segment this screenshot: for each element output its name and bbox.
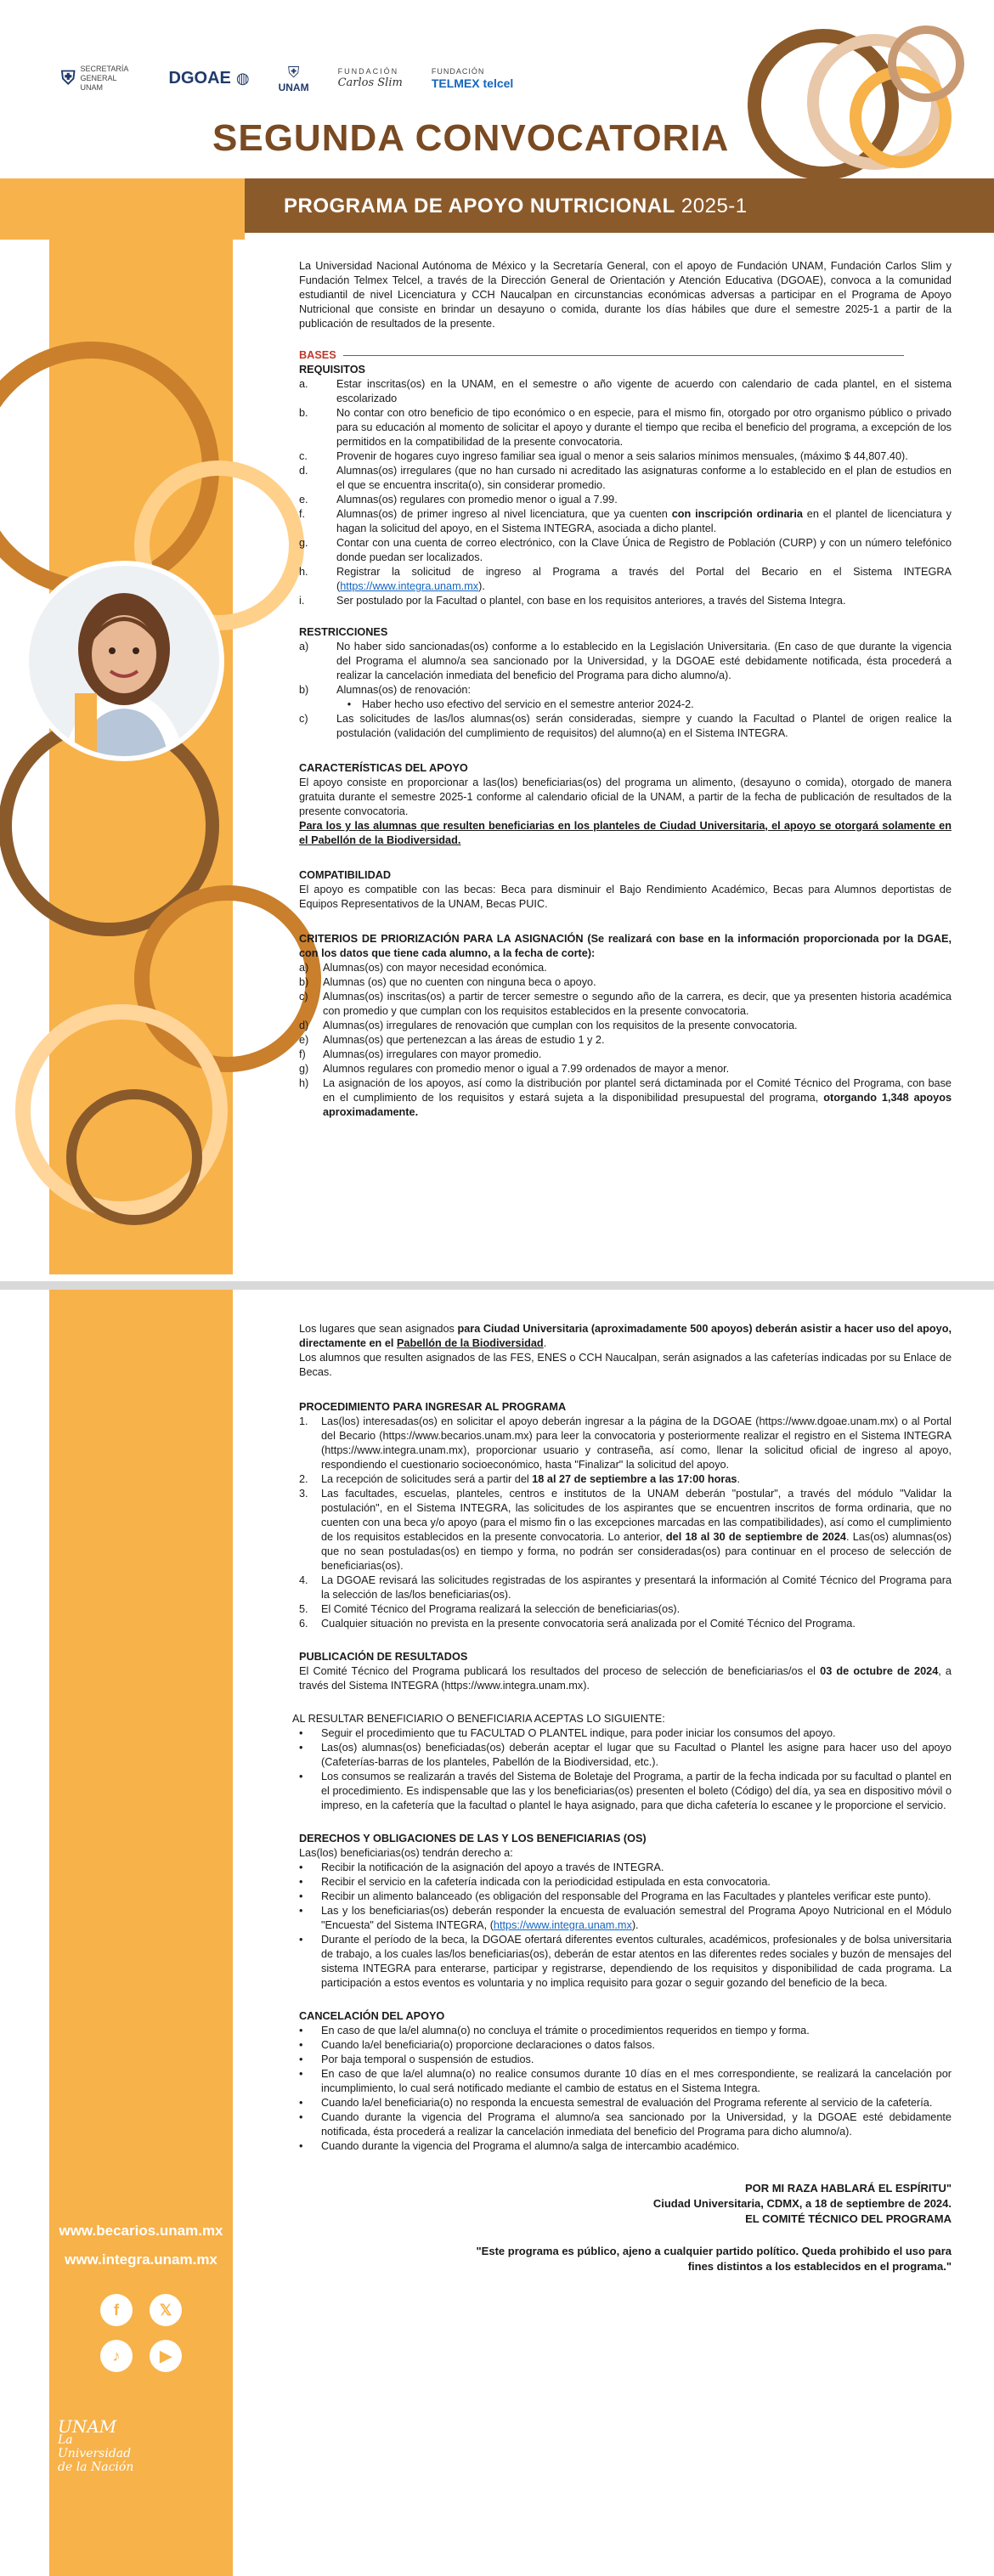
signature-line: POR MI RAZA HABLARÁ EL ESPÍRITU"	[744, 2182, 952, 2195]
student-photo-image	[29, 566, 219, 756]
integra-link[interactable]: https://www.integra.unam.mx	[340, 580, 479, 592]
list-text: Provenir de hogares cuyo ingreso familiar sea igual o menor a seis salarios mínimos mensuales, (máximo $ 44,807.40).	[336, 450, 908, 462]
list-item	[299, 507, 952, 536]
list-item	[299, 1770, 952, 1813]
list-marker: d)	[299, 1020, 309, 1031]
logo-text: La Universidad de la Nación	[58, 2433, 134, 2474]
list-marker: 2.	[299, 1473, 308, 1485]
text-run: . Las(os) alumnas(os) que no sean postuladas(os) en tiempo y forma, no podrán ser consideradas(os) para continuar en el proceso de selección de beneficiarias(os).	[321, 1531, 952, 1572]
bases-heading: BASES	[299, 349, 336, 361]
logo-unam	[279, 64, 309, 93]
list-item	[299, 1487, 952, 1573]
text-bold: 18 al 27 de septiembre a las 17:00 horas	[532, 1473, 737, 1485]
list-marker: 1.	[299, 1415, 308, 1427]
list-text: Alumnas(os) irregulares con mayor promedio.	[323, 1048, 542, 1060]
sidebar-top-band	[0, 178, 245, 240]
derechos-list	[299, 1861, 952, 1991]
criterios-list	[299, 961, 952, 1120]
text-bold: 03 de octubre de 2024	[820, 1665, 939, 1677]
list-item	[299, 1472, 952, 1487]
caracteristicas-heading: CARACTERÍSTICAS DEL APOYO	[299, 762, 468, 774]
list-item	[299, 594, 952, 608]
list-marker: g)	[299, 1063, 309, 1075]
logo-fundacion-telmex	[432, 67, 513, 90]
list-marker: b)	[299, 684, 309, 696]
program-title-bar	[245, 178, 994, 233]
bullet-icon: •	[299, 2140, 303, 2152]
list-text: Las(los) interesadas(os) en solicitar el apoyo deberán ingresar a la página de la DGOAE (https://www.dgoae.unam.mx) o al Portal del Becario (https://www.becarios.unam.mx) para leer la convocatoria y posteriormente realizar el registro en el Sistema INTEGRA (https://www.integra.unam.mx), proporcionar usuario y contraseña, así como, llenar la solicitud oficial de ingreso al apoyo, respondiendo el cuestionario socioeconómico, hasta "Finalizar" la solicitud del apoyo.	[321, 1415, 952, 1471]
list-text: Durante el período de la beca, la DGOAE ofertará diferentes eventos culturales, académicos, profesionales y de bolsa universitaria de trabajo, a los cuales las/los beneficiarias(os), deberán de estar atentos en las diferentes redes sociales y buzón de mensajes del sistema INTEGRA para enterarse, participar y registrarse, dependiendo de los requisitos y disponibilidad de cada programa. La participación a estos eventos es voluntaria y no implica requisito para gozar o seguir gozando del beneficio de la beca.	[321, 1934, 952, 1989]
list-item	[299, 1890, 952, 1904]
list-text: Ser postulado por la Facultad o plantel, con base en los requisitos anteriores, a través del Sistema Integra.	[336, 595, 846, 607]
list-marker: 6.	[299, 1618, 308, 1630]
cancelacion-heading: CANCELACIÓN DEL APOYO	[299, 2010, 445, 2022]
page2-intro	[299, 1322, 952, 1351]
list-text: Alumnas(os) regulares con promedio menor o igual a 7.99.	[336, 494, 618, 506]
list-item	[299, 683, 952, 698]
bullet-icon: •	[299, 2097, 303, 2109]
x-icon[interactable]: 𝕏	[150, 2294, 182, 2326]
list-item	[299, 1602, 952, 1617]
bases-heading-row	[299, 348, 952, 363]
unam-shield-icon: ⛨	[287, 63, 300, 81]
list-item	[299, 712, 952, 741]
bullet-icon: •	[347, 698, 352, 710]
list-item	[299, 1875, 952, 1890]
bullet-icon: •	[299, 1742, 303, 1754]
text-run: La asignación de los apoyos, así como la distribución por plantel será dictaminada por el Comité Técnico del Programa, con base en el cumplimiento de los requisitos y estará sujeta a la disponibilidad presupuestal del programa,	[323, 1077, 952, 1104]
list-text: Las solicitudes de las/los alumnas(os) serán consideradas, siempre y cuando la Facultad o Plantel de origen realice la postulación (validación del cumplimiento de requisitos) del alumno(a) en el Sistema INTEGRA.	[336, 713, 952, 739]
decor-circle	[66, 1089, 202, 1225]
text-bold: , el apoyo se otorgará solamente en el Pabellón de la Biodiversidad.	[299, 820, 952, 846]
logo-text: DGOAE	[168, 68, 231, 88]
list-text: Alumnas(os) de renovación:	[336, 684, 471, 696]
becarios-url[interactable]: www.becarios.unam.mx	[59, 2223, 223, 2239]
student-photo	[24, 561, 224, 761]
list-text: Alumnas (os) que no cuenten con ninguna beca o apoyo.	[323, 976, 596, 988]
list-marker: a)	[299, 641, 309, 652]
list-item	[299, 1904, 952, 1933]
list-item	[299, 698, 952, 712]
intro-paragraph: La Universidad Nacional Autónoma de México y la Secretaría General, con el apoyo de Fundación UNAM, Fundación Carlos Slim y Fundación Telmex Telcel, a través de la Dirección General de Orientación y Atención Educativa (DGOAE), convoca a la comunidad estudiantil de nivel Licenciatura y CCH Naucalpan en circunstancias económicas adversas a participar en el Programa de Apoyo Nutricional que consiste en brindar un desayuno o comida, durante los días hábiles que dure el semestre 2025-1 a partir de la publicación de resultados de la presente.	[299, 260, 952, 330]
list-item	[299, 536, 952, 565]
unam-footer-logo	[49, 2416, 241, 2474]
requisitos-heading: REQUISITOS	[299, 364, 366, 376]
requisitos-list	[299, 377, 952, 608]
disclaimer: "Este programa es público, ajeno a cualquier partido político. Queda prohibido el uso para fines distintos a los establecidos en el programa."	[476, 2245, 952, 2273]
list-text: Los consumos se realizarán a través del Sistema de Boletaje del Programa, a partir de la fecha indicada por su facultad o plantel en el procedimiento. Es indispensable que las y los beneficiarias(os) presenten el boleto (Código) del día, ya sea en dispositivo móvil o impreso, en la cafetería que la facultad o plantel le haya asignado, para que dicha cafetería lo escanee y le proporcione el servicio.	[321, 1771, 952, 1811]
dgoae-globe-icon: ◍	[235, 69, 250, 87]
bullet-icon: •	[299, 1876, 303, 1888]
list-text: No haber sido sancionadas(os) conforme a lo establecido en la Legislación Universitaria. (En caso de que durante la vigencia del Programa el alumno/a sea sancionado por la Universidad, y la DGOAE esté debidamente notificada, ésta procederá a realizar la cancelación inmediata del beneficio del Programa para dicho alumno/a).	[336, 641, 952, 681]
procedimiento-list	[299, 1415, 952, 1631]
caracteristicas-text: El apoyo consiste en proporcionar a las(los) beneficiarias(os) del programa un alimento, (desayuno o comida), otorgado de manera gratuita durante el semestre 2025-1 conforme al calendario oficial de la UNAM, a partir de la fecha de publicación de resultados de la presente convocatoria.	[299, 777, 952, 817]
list-text: Recibir la notificación de la asignación del apoyo a través de INTEGRA.	[321, 1861, 664, 1873]
list-marker: g.	[299, 537, 308, 549]
list-item	[299, 640, 952, 683]
list-text: Por baja temporal o suspensión de estudios.	[321, 2053, 534, 2065]
bases-divider	[343, 355, 904, 356]
text-run: ).	[478, 580, 485, 592]
text-run: El Comité Técnico del Programa publicará los resultados del proceso de selección de beneficiarias/os el	[299, 1665, 821, 1677]
list-text: Alumnas(os) inscritas(os) a partir de tercer semestre o segundo año de la carrera, es decir, que ya presenten historia académica con promedio y que cumplan con los requisitos establecidos en la presente convocatoria.	[323, 991, 952, 1017]
logo-row	[61, 53, 513, 104]
list-text	[321, 1904, 952, 1933]
list-text: Alumnos regulares con promedio menor o igual a 7.99 ordenados de mayor a menor.	[323, 1063, 730, 1075]
list-marker: h)	[299, 1077, 309, 1089]
integra-link[interactable]: https://www.integra.unam.mx	[493, 1919, 632, 1931]
text-run: Las y los beneficiarias(os) deberán responder la encuesta de evaluación semestral del Programa Apoyo Nutricional en el Módulo "Encuesta" del Sistema INTEGRA, (	[321, 1905, 952, 1931]
bullet-icon: •	[299, 1771, 303, 1782]
list-item	[299, 1033, 952, 1048]
bullet-icon: •	[299, 1727, 303, 1739]
signature-block	[299, 2181, 952, 2227]
page2-intro-2: Los alumnos que resulten asignados de las FES, ENES o CCH Naucalpan, serán asignados a las cafeterías indicadas por su Enlace de Becas.	[299, 1352, 952, 1378]
list-marker: 3.	[299, 1488, 308, 1500]
page-2	[0, 1290, 994, 2576]
restricciones-heading: RESTRICCIONES	[299, 626, 388, 638]
cancelacion-list	[299, 2024, 952, 2154]
text-run: Alumnas(os) de primer ingreso al nivel licenciatura, que ya cuenten	[336, 508, 672, 520]
text-run: .	[737, 1473, 740, 1485]
list-text: Las(os) alumnas(os) beneficiadas(os) deberán aceptar el lugar que su Facultad o Plantel les asigne para hacer uso del apoyo (Cafeterías-barras de los planteles, Pabellón de la Biodiversidad, etc.).	[321, 1742, 952, 1768]
beneficiario-list	[299, 1726, 952, 1813]
list-item	[299, 1062, 952, 1076]
list-item	[299, 2024, 952, 2038]
list-item	[299, 2096, 952, 2110]
list-text: La DGOAE revisará las solicitudes registradas de los aspirantes y presentará la información al Comité Técnico del Programa para la selección de las/los beneficiarias(os).	[321, 1574, 952, 1601]
list-marker: c)	[299, 991, 308, 1003]
text-run: .	[543, 1337, 547, 1349]
logo-dgoae	[169, 69, 250, 88]
list-item	[299, 1617, 952, 1631]
page-1	[0, 0, 994, 1281]
restricciones-list	[299, 640, 952, 741]
text-bold: para Ciudad Universitaria (aproximadamente 500 apoyos) deberán asistir a hacer uso del apoyo, directamente en el	[299, 1323, 952, 1349]
list-item	[299, 2139, 952, 2154]
list-item	[299, 377, 952, 406]
list-text: Alumnas(os) irregulares (que no han cursado ni acreditado las asignaturas conforme a lo establecido en el plan de estudios en el que se encuentra inscrita(o), sin considerar promedio.	[336, 465, 952, 491]
list-text	[321, 1487, 952, 1573]
text-run: Los lugares que sean asignados	[299, 1323, 458, 1335]
main-content-page2	[292, 1322, 952, 2274]
list-item	[299, 1573, 952, 1602]
bullet-icon: •	[299, 1934, 303, 1946]
list-marker: f.	[299, 508, 306, 520]
list-marker: b.	[299, 407, 308, 419]
list-marker: a.	[299, 378, 308, 390]
list-text: El Comité Técnico del Programa realizará la selección de beneficiarias(os).	[321, 1603, 681, 1615]
logo-text: SECRETARÍA GENERAL UNAM	[80, 64, 128, 92]
list-item	[299, 1861, 952, 1875]
text-run: La recepción de solicitudes será a partir del	[321, 1473, 533, 1485]
list-text: Cuando durante la vigencia del Programa el alumno/a salga de intercambio académico.	[321, 2140, 740, 2152]
text-bold: Para los y las alumnas que resulten beneficiarias en los planteles de Ciudad Universitaria	[299, 820, 765, 832]
list-item	[299, 1726, 952, 1741]
logo-text: FUNDACIÓN	[337, 67, 399, 76]
list-item	[299, 1048, 952, 1062]
list-item	[299, 449, 952, 464]
list-text: Cuando la/el beneficiaria(o) no responda la encuesta semestral de evaluación del Programa referente al servicio de la cafetería.	[321, 2097, 933, 2109]
list-text	[321, 1472, 952, 1487]
logo-text: TELMEX telcel	[431, 76, 514, 90]
bullet-icon: •	[299, 2039, 303, 2051]
text-bold: Pabellón de la Biodiversidad	[396, 1337, 544, 1349]
main-content-page1	[299, 259, 952, 1120]
tiktok-icon[interactable]: ♪	[100, 2340, 133, 2372]
bullet-icon: •	[299, 1861, 303, 1873]
list-item	[299, 464, 952, 493]
list-text: Alumnas(os) con mayor necesidad económica.	[323, 962, 547, 974]
signature-line: Ciudad Universitaria, CDMX, a 18 de septiembre de 2024.	[652, 2197, 952, 2210]
bullet-icon: •	[299, 2025, 303, 2037]
list-marker: e.	[299, 494, 308, 506]
decor-circle	[888, 25, 964, 102]
list-item	[299, 1933, 952, 1991]
youtube-icon[interactable]: ▶	[150, 2340, 182, 2372]
procedimiento-heading: PROCEDIMIENTO PARA INGRESAR AL PROGRAMA	[299, 1401, 567, 1413]
list-marker: b)	[299, 976, 309, 988]
bullet-icon: •	[299, 2053, 303, 2065]
text-run: en el plantel de licenciatura y hagan la solicitud del apoyo, en el Sistema INTEGRA, asociada a dicho plantel.	[336, 508, 952, 534]
publicacion-text	[299, 1664, 952, 1693]
signature-line: EL COMITÉ TÉCNICO DEL PROGRAMA	[745, 2212, 952, 2225]
bullet-icon: •	[299, 1890, 303, 1902]
facebook-icon[interactable]: f	[100, 2294, 133, 2326]
list-marker: h.	[299, 566, 308, 578]
list-item	[299, 493, 952, 507]
list-text: No contar con otro beneficio de tipo económico o en especie, para el mismo fin, otorgado por otro organismo público o privado para su educación al momento de solicitar el apoyo y durante el tiempo que reciba el beneficio del programa, a excepción de los permitidos en la compatibilidad de la presente convocatoria.	[336, 407, 952, 448]
list-marker: 5.	[299, 1603, 308, 1615]
list-text: Contar con una cuenta de correo electrónico, con la Clave Única de Registro de Población (CURP) y con un número telefónico donde puedan ser localizados.	[336, 537, 952, 563]
list-marker: 4.	[299, 1574, 308, 1586]
sidebar-left	[49, 1290, 233, 2576]
list-marker: c)	[299, 713, 308, 725]
page-separator	[0, 1281, 994, 1290]
unam-shield-icon: ⛨	[61, 67, 76, 88]
list-text	[336, 565, 952, 594]
list-item	[299, 1019, 952, 1033]
beneficiario-heading: AL RESULTAR BENEFICIARIO O BENEFICIARIA ACEPTAS LO SIGUIENTE:	[292, 1713, 665, 1725]
list-text: Haber hecho uso efectivo del servicio en el semestre anterior 2024-2.	[362, 698, 694, 710]
list-text: Estar inscritas(os) en la UNAM, en el semestre o año vigente de acuerdo con calendario de cada plantel, en el sistema escolarizado	[336, 378, 952, 404]
list-item	[299, 1076, 952, 1120]
logo-text: UNAM	[58, 2416, 117, 2437]
list-item	[299, 2038, 952, 2053]
program-title-text: PROGRAMA DE APOYO NUTRICIONAL	[284, 195, 675, 217]
list-text: Alumnas(os) irregulares de renovación que cumplan con los requisitos de la presente convocatoria.	[323, 1020, 798, 1031]
caracteristicas-note	[299, 819, 952, 848]
logo-text: FUNDACIÓN	[431, 66, 485, 76]
list-item	[299, 565, 952, 594]
list-marker: a)	[299, 962, 309, 974]
list-text	[336, 507, 952, 536]
text-run: , a través del Sistema INTEGRA (https://www.integra.unam.mx).	[299, 1665, 952, 1692]
list-text: Seguir el procedimiento que tu FACULTAD O PLANTEL indique, para poder iniciar los consumos del apoyo.	[321, 1727, 836, 1739]
list-text: Cuando durante la vigencia del Programa el alumno/a sea sancionado por la Universidad, y la DGOAE esté debidamente notificada, ésta procederá a realizar la cancelación inmediata del beneficio del Programa para dicho alumno/a).	[321, 2111, 952, 2138]
bullet-icon: •	[299, 1905, 303, 1917]
logo-fundacion-carlos-slim	[338, 67, 403, 89]
compatibilidad-text: El apoyo es compatible con las becas: Beca para disminuir el Bajo Rendimiento Académico, Becas para Alumnos deportistas de Equipos Representativos de la UNAM, Becas PUIC.	[299, 884, 952, 910]
list-text: Cualquier situación no prevista en la presente convocatoria será analizada por el Comité Técnico del Programa.	[321, 1618, 856, 1630]
logo-unam-secretaria	[61, 65, 140, 93]
compatibilidad-heading: COMPATIBILIDAD	[299, 869, 392, 881]
logo-text: Carlos Slim	[337, 76, 403, 89]
list-marker: d.	[299, 465, 308, 477]
list-text: En caso de que la/el alumna(o) no concluya el trámite o procedimientos requeridos en tiempo y forma.	[321, 2025, 810, 2037]
list-item	[299, 2053, 952, 2067]
list-text: Alumnas(os) que pertenezcan a las áreas de estudio 1 y 2.	[323, 1034, 605, 1046]
program-title	[284, 195, 748, 218]
integra-url[interactable]: www.integra.unam.mx	[65, 2251, 217, 2268]
list-text: Cuando la/el beneficiaria(o) proporcione declaraciones o datos falsos.	[321, 2039, 655, 2051]
derechos-lead: Las(los) beneficiarias(os) tendrán derecho a:	[299, 1847, 513, 1859]
list-marker: c.	[299, 450, 308, 462]
list-marker: f)	[299, 1048, 306, 1060]
text-run: Registrar la solicitud de ingreso al Programa a través del Portal del Becario en el Sistema INTEGRA (	[336, 566, 952, 592]
bullet-icon: •	[299, 2111, 303, 2123]
text-bold: del 18 al 30 de septiembre de 2024	[665, 1531, 846, 1543]
bullet-icon: •	[299, 2068, 303, 2080]
logo-text: UNAM	[278, 81, 309, 93]
list-text: Recibir un alimento balanceado (es obligación del responsable del Programa en las Facultades y planteles verificar este punto).	[321, 1890, 931, 1902]
list-item	[299, 2110, 952, 2139]
text-bold: otorgando 1,348 apoyos aproximadamente.	[323, 1092, 952, 1118]
text-bold: con inscripción ordinaria	[671, 508, 803, 520]
list-item	[299, 1741, 952, 1770]
list-item	[299, 406, 952, 449]
list-item	[299, 975, 952, 990]
list-item	[299, 1415, 952, 1472]
list-item	[299, 990, 952, 1019]
list-marker: i.	[299, 595, 305, 607]
text-run: Las facultades, escuelas, planteles, centros e institutos de la UNAM deberán "postular", a través del módulo "Validar la postulación", en el Sistema INTEGRA, las solicitudes de los aspirantes que se encuentren inscritos de forma ordinaria, que no cuenten con una beca y/o apoyo (para el mismo fin o las excepciones marcadas en las compatibilidades), así como el cumplimiento de los requisitos establecidos en la presente convocatoria. Lo anterior,	[321, 1488, 952, 1543]
list-text	[323, 1076, 952, 1120]
list-item	[299, 2067, 952, 2096]
text-run: ).	[631, 1919, 639, 1931]
list-text: En caso de que la/el alumna(o) no realice consumos durante 10 días en el mes correspondiente, se realizará la cancelación por incumplimiento, lo cual será notificado mediante el cambio de estatus en el Sistema Integra.	[321, 2068, 952, 2094]
program-period: 2025-1	[681, 195, 748, 217]
page-title: SEGUNDA CONVOCATORIA	[212, 117, 730, 159]
derechos-heading: DERECHOS Y OBLIGACIONES DE LAS Y LOS BENEFICIARIAS (OS)	[299, 1833, 647, 1844]
list-text: Recibir el servicio en la cafetería indicada con la periodicidad estipulada en esta convocatoria.	[321, 1876, 771, 1888]
list-marker: e)	[299, 1034, 309, 1046]
publicacion-heading: PUBLICACIÓN DE RESULTADOS	[299, 1651, 468, 1663]
list-item	[299, 961, 952, 975]
criterios-heading: CRITERIOS DE PRIORIZACIÓN PARA LA ASIGNACIÓN (Se realizará con base en la información proporcionada por la DGAE, con los datos que tiene cada alumno, a la fecha de corte):	[299, 933, 952, 959]
